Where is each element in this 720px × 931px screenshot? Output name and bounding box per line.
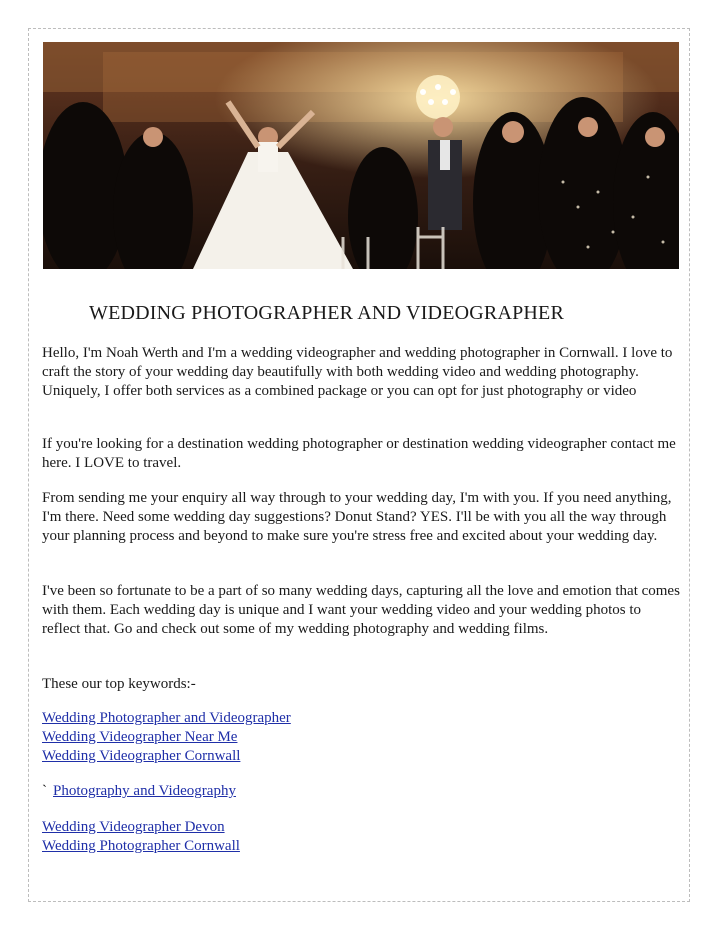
- destination-paragraph: If you're looking for a destination wedding photographer or destination wedding videographer contact me here. I LOVE to travel.: [42, 436, 676, 471]
- link-wedding-videographer-near-me[interactable]: Wedding Videographer Near Me: [42, 729, 238, 745]
- hero-photo-wedding-exit: [43, 42, 679, 269]
- enquiry-paragraph: From sending me your enquiry all way through to your wedding day, I'm with you. If you need anything, I'm there. Need some wedding day suggestions? Donut Stand? YES. I'll be with you all the way through your planning process and beyond to make sure you're stress free and excited about your wedding day.: [42, 490, 672, 544]
- groom: [428, 140, 462, 230]
- hero-image: [43, 42, 679, 269]
- link-wedding-videographer-devon[interactable]: Wedding Videographer Devon: [42, 819, 225, 835]
- link-photography-and-videography[interactable]: Photography and Videography: [53, 783, 236, 799]
- link-wedding-photographer-and-videographer[interactable]: Wedding Photographer and Videographer: [42, 710, 291, 726]
- experience-paragraph: I've been so fortunate to be a part of so many wedding days, capturing all the love and emotion that comes with them. Each wedding day is unique and I want your wedding video and your wedding photos to reflect that. Go and check out some of my wedding photography and wedding films.: [42, 583, 680, 637]
- keyword-links-group-2: [42, 782, 236, 801]
- keyword-links-group-3: [42, 818, 240, 856]
- keyword-links-group-1: [42, 709, 291, 766]
- link-wedding-videographer-cornwall[interactable]: Wedding Videographer Cornwall: [42, 748, 241, 764]
- page-title: WEDDING PHOTOGRAPHER AND VIDEOGRAPHER: [89, 302, 565, 324]
- keywords-heading: These our top keywords:-: [42, 676, 196, 692]
- chandelier: [416, 75, 460, 119]
- intro-paragraph: Hello, I'm Noah Werth and I'm a wedding videographer and wedding photographer in Cornwall. I love to craft the story of your wedding day beautifully with both wedding video and wedding photography. Uniquely, I offer both services as a combined package or you can opt for just photography or video: [42, 345, 673, 399]
- link-wedding-photographer-cornwall[interactable]: Wedding Photographer Cornwall: [42, 838, 240, 854]
- backtick-prefix: `: [42, 783, 47, 799]
